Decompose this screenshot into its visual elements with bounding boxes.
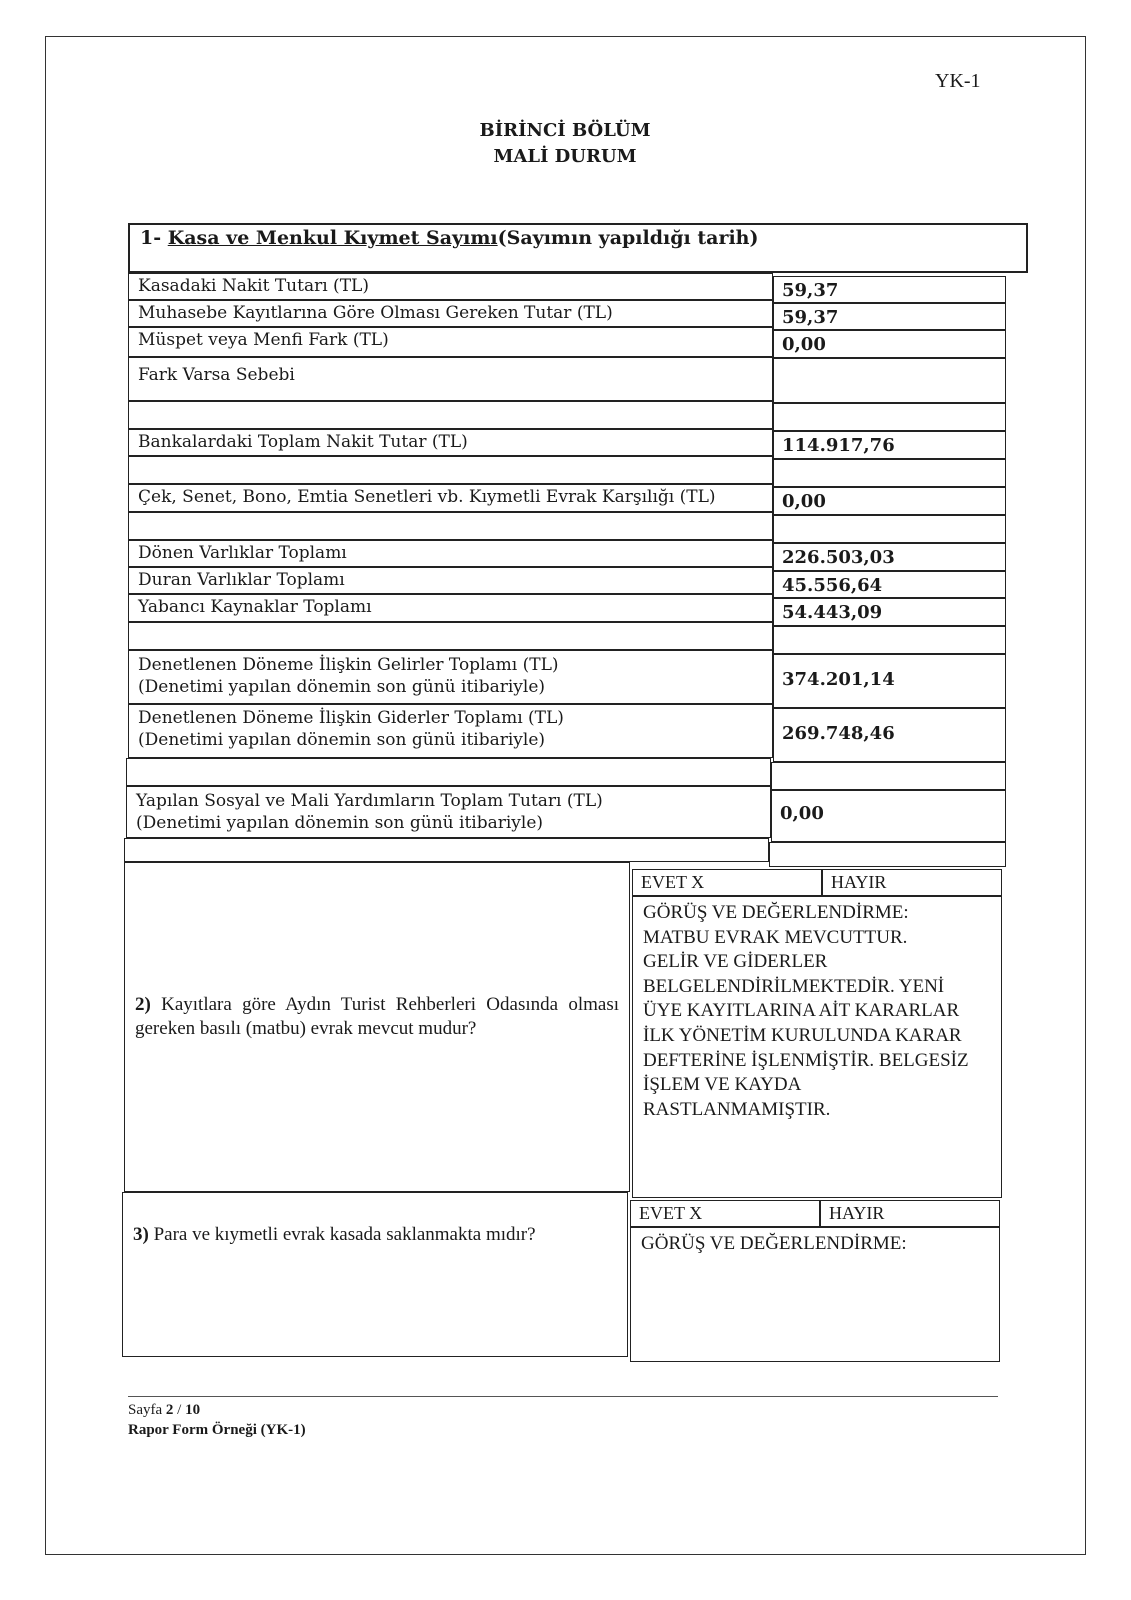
question-2-opinion	[632, 896, 1002, 1198]
row-current-assets-label: Dönen Varlıklar Toplamı	[128, 540, 773, 567]
section-1-header	[128, 223, 1028, 273]
row-expenses-label-line2: (Denetimi yapılan dönemin son günü itibariyle)	[138, 730, 546, 750]
question-2-yes: EVET X	[632, 869, 822, 896]
row-aid-label-line1: Yapılan Sosyal ve Mali Yardımların Toplam Tutarı (TL)	[136, 791, 603, 811]
question-2-opinion-line: DEFTERİNE İŞLENMİŞTİR. BELGESİZ	[643, 1049, 969, 1071]
spacer-row	[773, 403, 1006, 431]
row-difference-label: Müspet veya Menfi Fark (TL)	[128, 327, 773, 357]
row-income-label	[128, 650, 773, 704]
spacer-row	[126, 758, 771, 786]
row-liabilities-label: Yabancı Kaynaklar Toplamı	[128, 594, 773, 622]
row-securities-label: Çek, Senet, Bono, Emtia Senetleri vb. Kıymetli Evrak Karşılığı (TL)	[128, 484, 773, 512]
row-liabilities-value: 54.443,09	[773, 598, 1006, 626]
page-number: Sayfa 2 / 10	[128, 1402, 201, 1418]
question-3-box	[122, 1192, 628, 1357]
question-2-opinion-line: İLK YÖNETİM KURULUNDA KARAR	[643, 1024, 962, 1046]
spacer-row	[771, 762, 1006, 790]
spacer-row	[128, 622, 773, 650]
row-expenses-value: 269.748,46	[773, 708, 1006, 762]
question-3-opinion: GÖRÜŞ VE DEĞERLENDİRME:	[630, 1227, 1000, 1362]
row-aid-value: 0,00	[771, 790, 1006, 842]
row-reason-label: Fark Varsa Sebebi	[128, 357, 773, 401]
footer-divider	[128, 1396, 998, 1397]
spacer-row	[128, 512, 773, 540]
row-income-label-line2: (Denetimi yapılan dönemin son günü itibariyle)	[138, 677, 546, 697]
row-cash-label: Kasadaki Nakit Tutarı (TL)	[128, 273, 773, 300]
spacer-row	[128, 456, 773, 484]
row-expected-label: Muhasebe Kayıtlarına Göre Olması Gereken Tutar (TL)	[128, 300, 773, 327]
spacer-row	[124, 838, 769, 862]
question-2-opinion-line: GÖRÜŞ VE DEĞERLENDİRME:	[643, 902, 909, 923]
question-2-opinion-line: ÜYE KAYITLARINA AİT KARARLAR	[643, 1000, 960, 1022]
question-2-opinion-line: BELGELENDİRİLMEKTEDİR. YENİ	[643, 975, 945, 997]
row-income-value: 374.201,14	[773, 654, 1006, 708]
question-2-no: HAYIR	[822, 869, 1002, 896]
row-fixed-assets-value: 45.556,64	[773, 571, 1006, 598]
row-expenses-label	[128, 704, 773, 758]
section-title: BİRİNCİ BÖLÜM	[479, 120, 651, 141]
row-difference-value: 0,00	[773, 330, 1006, 358]
row-expected-value: 59,37	[773, 303, 1006, 330]
question-3-no: HAYIR	[820, 1200, 1000, 1227]
document-code: YK-1	[935, 70, 981, 92]
footer	[128, 1400, 306, 1440]
title-block	[330, 118, 800, 170]
section-1-title: Kasa ve Menkul Kıymet Sayımı	[167, 227, 498, 249]
question-3-number: 3)	[133, 1224, 149, 1245]
question-2-text: 2) Kayıtlara göre Aydın Turist Rehberleri Odasında olması gereken basılı (matbu) evrak mevcut mudur?	[135, 994, 619, 1039]
form-name: Rapor Form Örneği (YK-1)	[128, 1422, 306, 1438]
row-aid-label-line2: (Denetimi yapılan dönemin son günü itibariyle)	[136, 813, 544, 833]
row-securities-value: 0,00	[773, 487, 1006, 515]
row-reason-value	[773, 358, 1006, 403]
section-1-number: 1-	[140, 227, 162, 249]
row-bank-value: 114.917,76	[773, 431, 1006, 459]
row-expenses-label-line1: Denetlenen Döneme İlişkin Giderler Toplamı (TL)	[138, 708, 564, 728]
question-2-number: 2)	[135, 994, 151, 1015]
question-2-opinion-line: RASTLANMAMIŞTIR.	[643, 1098, 831, 1120]
question-3-yes: EVET X	[630, 1200, 820, 1227]
section-1-title-note: (Sayımın yapıldığı tarih)	[497, 227, 759, 249]
question-2-opinion-line: MATBU EVRAK MEVCUTTUR.	[643, 926, 908, 948]
question-3-text: 3) Para ve kıymetli evrak kasada saklanmakta mıdır?	[133, 1224, 536, 1245]
spacer-row	[769, 842, 1006, 867]
row-bank-label: Bankalardaki Toplam Nakit Tutar (TL)	[128, 429, 773, 456]
spacer-row	[773, 515, 1006, 543]
row-income-label-line1: Denetlenen Döneme İlişkin Gelirler Toplamı (TL)	[138, 655, 559, 675]
section-subtitle: MALİ DURUM	[493, 146, 637, 167]
question-2-box	[124, 862, 630, 1192]
question-2-opinion-line: İŞLEM VE KAYDA	[643, 1074, 802, 1096]
spacer-row	[773, 626, 1006, 654]
question-2-opinion-line: GELİR VE GİDERLER	[643, 951, 828, 973]
row-current-assets-value: 226.503,03	[773, 543, 1006, 571]
row-fixed-assets-label: Duran Varlıklar Toplamı	[128, 567, 773, 594]
spacer-row	[128, 401, 773, 429]
spacer-row	[773, 459, 1006, 487]
row-aid-label	[126, 786, 771, 838]
row-cash-value: 59,37	[773, 276, 1006, 303]
